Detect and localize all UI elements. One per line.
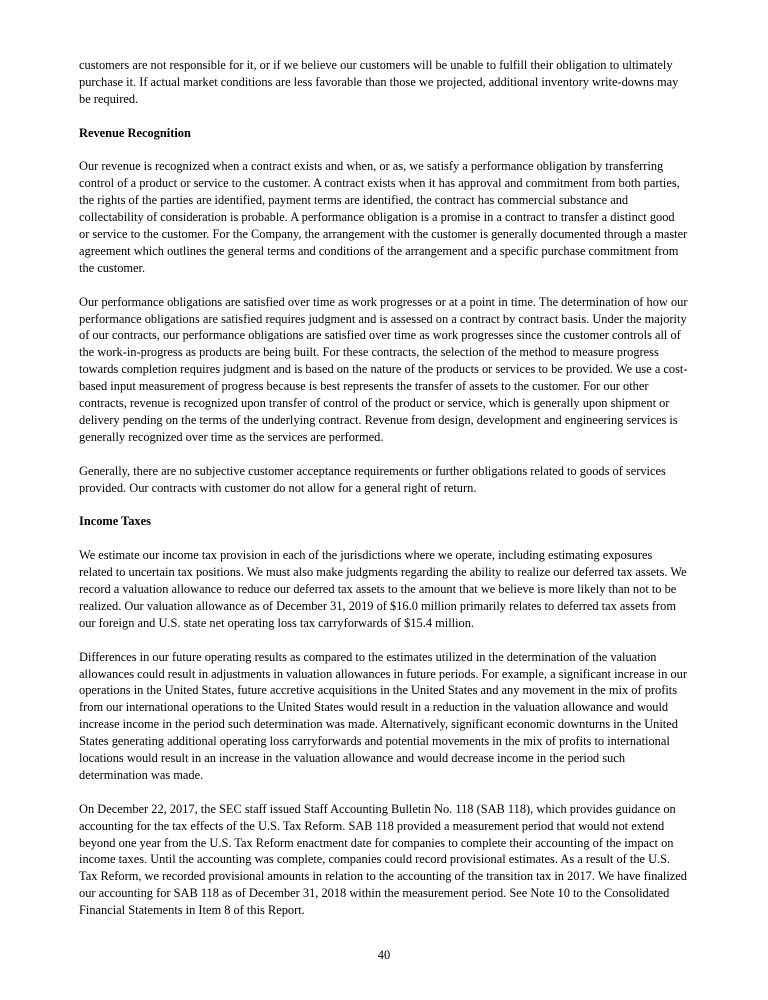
revenue-recognition-paragraph-3: Generally, there are no subjective customer acceptance requirements or further obligations related to goods of services provided. Our contracts with customer do not allow for a general right of return. [79, 463, 666, 495]
section-heading-income-taxes: Income Taxes [79, 514, 151, 529]
section-heading-revenue-recognition: Revenue Recognition [79, 125, 191, 140]
document-body [79, 57, 688, 936]
income-taxes-paragraph-2: Differences in our future operating results as compared to the estimates utilized in the determination of the valuation allowances could result in adjustments in valuation allowances in future periods. For example, a significant increase in our operations in the United States, future accretive acquisitions in the United States and any movement in the mix of profits from our international operations to the United States would result in a reduction in the valuation allowance and would increase income in the period such determination was made. Alternatively, significant economic downturns in the United States generating additional operating loss carryforwards and potential movements in the mix of profits to international locations would result in an increase in the valuation allowance and would decrease income in the period such determination was made. [79, 649, 688, 782]
income-taxes-paragraph-1: We estimate our income tax provision in each of the jurisdictions where we operate, including estimating exposures related to uncertain tax positions. We must also make judgments regarding the ability to realize our deferred tax assets. We record a valuation allowance to reduce our deferred tax assets to the amount that we believe is more likely than not to be realized. Our valuation allowance as of December 31, 2019 of $16.0 million primarily relates to deferred tax assets from our foreign and U.S. state net operating loss tax carryforwards of $15.4 million. [79, 548, 687, 630]
revenue-recognition-paragraph-1: Our revenue is recognized when a contract exists and when, or as, we satisfy a performance obligation by transferring control of a product or service to the customer. A contract exists when it has approval and commitment from both parties, the rights of the parties are identified, payment terms are identified, the contract has commercial substance and collectability of consideration is probable. A performance obligation is a promise in a contract to transfer a distinct good or service to the customer. For the Company, the arrangement with the customer is generally documented through a master agreement which outlines the general terms and conditions of the arrangement and a specific purchase commitment from the customer. [79, 159, 688, 275]
revenue-recognition-paragraph-2: Our performance obligations are satisfied over time as work progresses or at a point in time. The determination of how our performance obligations are satisfied requires judgment and is assessed on a contract by contract basis. Under the majority of our contracts, our performance obligations are satisfied over time as work progresses since the customer controls all of the work-in-progress as products are being built. For these contracts, the selection of the method to measure progress towards completion requires judgment and is based on the nature of the products or services to be provided. We use a cost-based input measurement of progress because is best represents the transfer of assets to the customer. For our other contracts, revenue is recognized upon transfer of control of the product or service, which is generally upon shipment or delivery pending on the terms of the underlying contract. Revenue from design, development and engineering services is generally recognized over time as the services are performed. [79, 294, 688, 444]
page-number: 40 [377, 948, 391, 962]
intro-paragraph: customers are not responsible for it, or if we believe our customers will be unable to fulfill their obligation to ultimately purchase it. If actual market conditions are less favorable than those we projected, additional inventory write-downs may be required. [79, 58, 679, 106]
income-taxes-paragraph-3: On December 22, 2017, the SEC staff issued Staff Accounting Bulletin No. 118 (SAB 118), which provides guidance on accounting for the tax effects of the U.S. Tax Reform. SAB 118 provided a measurement period that would not extend beyond one year from the U.S. Tax Reform enactment date for companies to complete their accounting of the impact on income taxes. Until the accounting was complete, companies could record provisional estimates. As a result of the U.S. Tax Reform, we recorded provisional amounts in relation to the accounting of the transition tax in 2017. We have finalized our accounting for SAB 118 as of December 31, 2018 within the measurement period. See Note 10 to the Consolidated Financial Statements in Item 8 of this Report. [79, 801, 687, 918]
